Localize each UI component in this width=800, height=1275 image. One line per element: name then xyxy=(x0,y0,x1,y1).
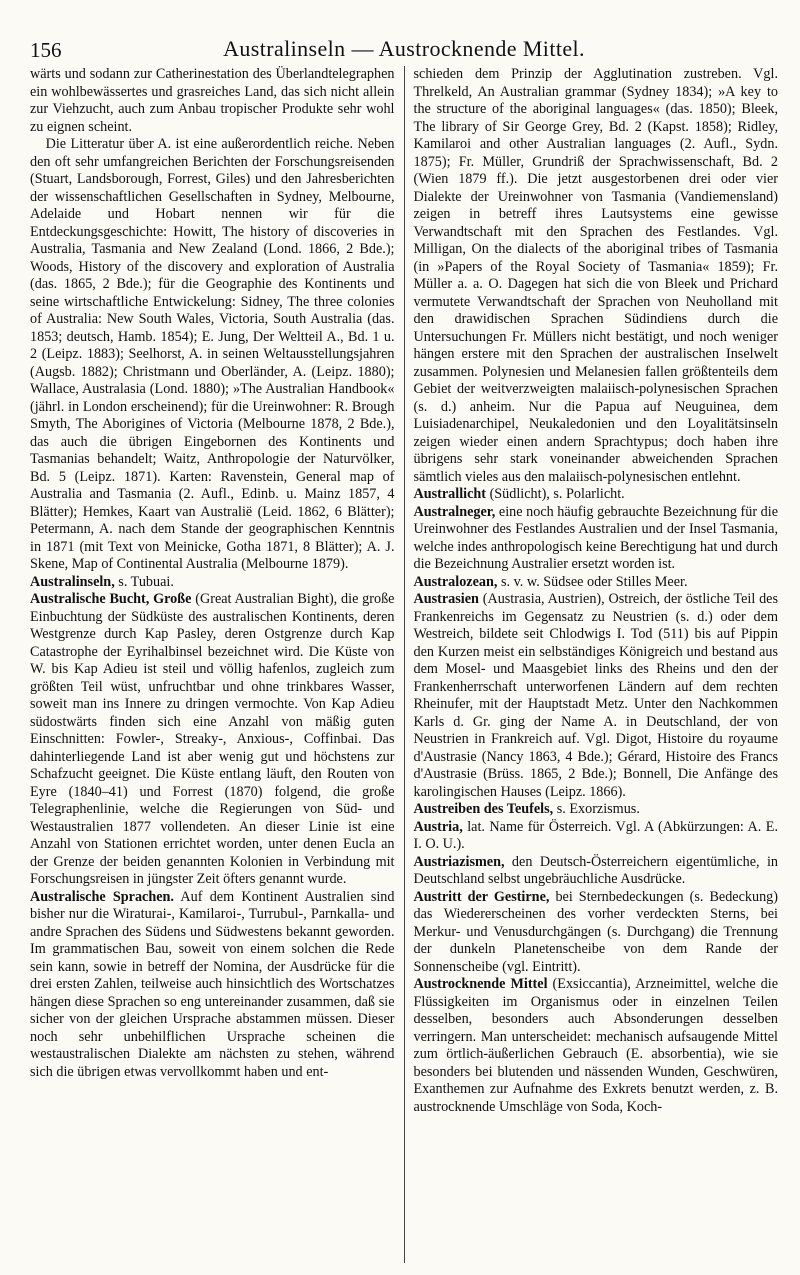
entry-headword: Australinseln, xyxy=(30,573,115,590)
entry-headword: Australlicht xyxy=(413,486,487,502)
dictionary-entry xyxy=(414,504,779,574)
dictionary-entry xyxy=(30,889,395,1082)
dictionary-entry xyxy=(414,591,779,801)
entry-text: (Austrasia, Austrien), Ostreich, der östliche Teil des Frankenreichs im Gegensatz zu Neustrien (s. d.) oder dem Westreich, bildete seit Chlodwigs I. Tod (511) bis auf Pippin den Kurzen meist ein selbständiges Königreich und bestand aus dem Mosel- und Maasgebiet links des Rheins und den der Frankenherrschaft unterworfenen Ländern auf dem rechten Rheinufer, mit der Hauptstadt Metz. Unter den Nachkommen Karls d. Gr. ging der Name A. in Deutschland, der von Neustrien in Frankreich auf. Vgl. Digot, Histoire du royaume d'Austrasie (Nancy 1863, 4 Bde.); Gérard, Histoire des Francs d'Austrasie (Brüss. 1865, 2 Bde.); Bonnell, Die Anfänge des karolingischen Hauses (Leipz. 1866). xyxy=(413,591,778,800)
page-header xyxy=(30,30,778,66)
entry-headword: Austritt der Gestirne, xyxy=(413,888,550,905)
left-column xyxy=(30,66,404,1263)
text-paragraph: wärts und sodann zur Catherinestation des Überlandtelegraphen ein wohlbewässertes und grasreiches Land, das sich nicht allein zur Viehzucht, auch zum Anbau tropischer Produkte sehr wohl zu eignen scheint. xyxy=(30,66,395,135)
entry-text: bei Sternbedeckungen (s. Bedeckung) das Wiedererscheinen des vorher verdeckten Sterns, bei Merkur- und Venusdurchgängen (s. Durchgang) die Trennung der dunkeln Planetenscheibe von dem Rande der Sonnenscheibe (vgl. Eintritt). xyxy=(413,888,778,975)
entry-headword: Australische Bucht, Große xyxy=(30,591,192,607)
entry-text: den Deutsch-Österreichern eigentümliche, in Deutschland selbst ungebräuchliche Ausdrücke. xyxy=(413,853,778,887)
dictionary-entry xyxy=(414,801,779,819)
dictionary-entry xyxy=(30,591,395,889)
text-columns xyxy=(30,66,778,1263)
dictionary-entry xyxy=(414,574,779,592)
dictionary-entry xyxy=(414,889,779,977)
entry-text: s. Tubuai. xyxy=(114,573,174,590)
text-paragraph: Die Litteratur über A. ist eine außerordentlich reiche. Neben den oft sehr umfangreichen Berichten der Forschungsreisenden (Stuart, Landsborough, Forrest, Giles) und den Jahresberichten der wissenschaftlichen Gesellschaften in Sydney, Melbourne, Adelaide und Hobart nennen wir für die Entdeckungsgeschichte: Howitt, The history of discoveries in Australia, Tasmania and New Zealand (Lond. 1866, 2 Bde.); Woods, History of the discovery and exploration of Australia (das. 1865, 2 Bde.); für die Geographie des Kontinents und seine wirtschaftliche Entwickelung: Sidney, The three colonies of Australia: New South Wales, Victoria, South Australia (das. 1853; deutsch, Hamb. 1854); E. Jung, Der Weltteil A., Bd. 1 u. 2 (Leipz. 1883); Seelhorst, A. in seinen Weltausstellungsjahren (Augsb. 1882); Christmann und Oberländer, A. (Leipz. 1880); Wallace, Australasia (Lond. 1880); »The Australian Handbook« (jährl. in London erscheinend); für die Ureinwohner: R. Brough Smyth, The Aborigines of Victoria (Melbourne 1878, 2 Bde.), das auch die übrigen Eingebornen des Kontinents und Tasmanias behandelt; Waitz, Anthropologie der Naturvölker, Bd. 5 (Leipz. 1871). Karten: Ravenstein, General map of Australia and Tasmania (2. Aufl., Edinb. u. Mainz 1857, 4 Blätter); Hemkes, Kaart van Australië (Leid. 1862, 6 Blätter); Petermann, A. nach dem Stande der geographischen Kenntnis in 1871 (mit Text von Meinicke, Gotha 1871, 8 Blätter); A. J. Skene, Map of Continental Australia (Melbourne 1879). xyxy=(30,136,395,572)
entry-text: (Exsiccantia), Arzneimittel, welche die Flüssigkeiten im Organismus oder in einzelnen Teilen desselben, besonders auch Absonderungen desselben verringern. Man unterscheidet: mechanisch aufsaugende Mittel zum örtlich-äußerlichen Gebrauch (E. absorbentia), wie sie besonders bei blutenden und nässenden Wunden, Geschwüren, Exanthemen zur Aufnahme des Exkrets benutzt werden, z. B. austrocknende Umschläge von Soda, Koch- xyxy=(413,976,778,1115)
entry-headword: Austrasien xyxy=(413,591,479,607)
dictionary-entry xyxy=(414,819,779,854)
entry-headword: Austrocknende Mittel xyxy=(413,976,548,992)
right-column xyxy=(404,66,779,1263)
entry-text: s. Exorzismus. xyxy=(553,801,640,817)
entry-text: (Great Australian Bight), die große Einbuchtung der Südküste des australischen Kontinents, deren Westgrenze durch Kap Pasley, deren Ostgrenze durch Kap Catastrophe der Eyrihalbinsel bezeichnet wird. Die Küste von W. bis Kap Adieu ist steil und völlig hafenlos, zugleich zum größten Teil wüst, unfruchtbar und ohne trinkbares Wasser, soweit man ins Innere zu dringen vermochte. Von Kap Adieu südostwärts finden sich eine Anzahl von mäßig guten Einschnitten: Fowler-, Streaky-, Anxious-, Coffinbai. Das dahinterliegende Land ist aber wenig gut und höchstens zur Schafzucht geeignet. Die Küste entlang läuft, den Routen von Eyre (1840–41) und Forrest (1870) folgend, die große Telegraphenlinie, welche die Regierungen von Süd- und Westaustralien 1877 vollendeten. An dieser Linie ist eine Anzahl von Stationen errichtet worden, unter denen Eucla an der Grenze der beiden genannten Kolonien in Verbindung mit Forschungsreisen in jüngster Zeit öfters genannt wurde. xyxy=(30,591,395,887)
dictionary-entry xyxy=(30,574,395,592)
entry-text: lat. Name für Österreich. Vgl. A (Abkürzungen: A. E. I. O. U.). xyxy=(413,818,778,852)
entry-headword: Austria, xyxy=(413,818,463,835)
page-number: 156 xyxy=(30,38,62,62)
dictionary-entry xyxy=(414,976,779,1116)
entry-text: (Südlicht), s. Polarlicht. xyxy=(486,486,625,502)
entry-text: s. v. w. Südsee oder Stilles Meer. xyxy=(497,573,688,590)
entry-text: Auf dem Kontinent Australien sind bisher nur die Wiraturai-, Kamilaroi-, Turrubul-, Parnkalla- und andre Sprachen des Südens und Südwestens bekannt geworden. Im grammatischen Bau, soweit von einem solchen die Rede sein kann, sowie in betreff der Nomina, der Ausdrücke für die drei ersten Zahlen, teilweise auch hinsichtlich des Wortschatzes hängen diese Sprachen so eng untereinander zusammen, daß sie sicher von der gleichen Ursprache abstammen müssen. Dieser noch sehr unbehilflichen Ursprache scheinen die westaustralischen Dialekte am nächsten zu stehen, während sich die übrigen etwas vervollkommt haben und ent- xyxy=(30,888,395,1080)
entry-headword: Australozean, xyxy=(413,573,498,590)
entry-headword: Australische Sprachen. xyxy=(30,888,174,905)
entry-headword: Austreiben des Teufels, xyxy=(413,801,554,817)
entry-headword: Austriazismen, xyxy=(413,853,505,870)
text-paragraph: schieden dem Prinzip der Agglutination zustreben. Vgl. Threlkeld, An Australian grammar (Sydney 1834); »A key to the structure of the aboriginal languages« (das. 1850); Bleek, The library of Sir George Grey, Bd. 2 (Kapst. 1858); Ridley, Kamilaroi and other Australian languages (2. Aufl., Sydn. 1875); Fr. Müller, Grundriß der Sprachwissenschaft, Bd. 2 (Wien 1879 ff.). Die jetzt ausgestorbenen drei oder vier Dialekte der Ureinwohner von Tasmania (Vandiemensland) zeigen in betreff ihres Lautsystems eine gewisse Verwandtschaft mit den Sprachen des Festlandes. Vgl. Milligan, On the dialects of the aboriginal tribes of Tasmania (in »Papers of the Royal Society of Tasmania« 1859); Fr. Müller a. a. O. Dagegen hat sich die von Bleek und Prichard vermutete Verwandtschaft der Sprachen von Neuholland mit den drawidischen Sprachen Südindiens durch die Untersuchungen Fr. Müllers nicht bestätigt, und noch weniger hängen erstere mit den Sprachen der australischen Inselwelt zusammen. Polynesien und Melanesien fallen größtenteils dem Gebiet der weitverzweigten malaiisch-polynesischen Sprachen (s. d.) anheim. Nur die Papua auf Neuguinea, dem Luisiadenarchipel, Neukaledonien und den Loyalitätsinseln zeigen wieder einen andern Sprachtypus; doch haben ihre übrigens sehr stark voneinander abweichenden Sprachen sämtlich vieles aus den malaiisch-polynesischen entlehnt. xyxy=(413,66,778,485)
entry-text: eine noch häufig gebrauchte Bezeichnung für die Ureinwohner des Festlandes Australien und der Insel Tasmania, welche indes anthropologisch keine Berechtigung hat und durch die Bezeichnung Australier ersetzt worden ist. xyxy=(413,503,778,572)
dictionary-entry xyxy=(414,854,779,889)
entry-headword: Australneger, xyxy=(413,503,496,520)
dictionary-entry xyxy=(414,486,779,504)
running-head: Australinseln — Austrocknende Mittel. xyxy=(223,36,585,61)
